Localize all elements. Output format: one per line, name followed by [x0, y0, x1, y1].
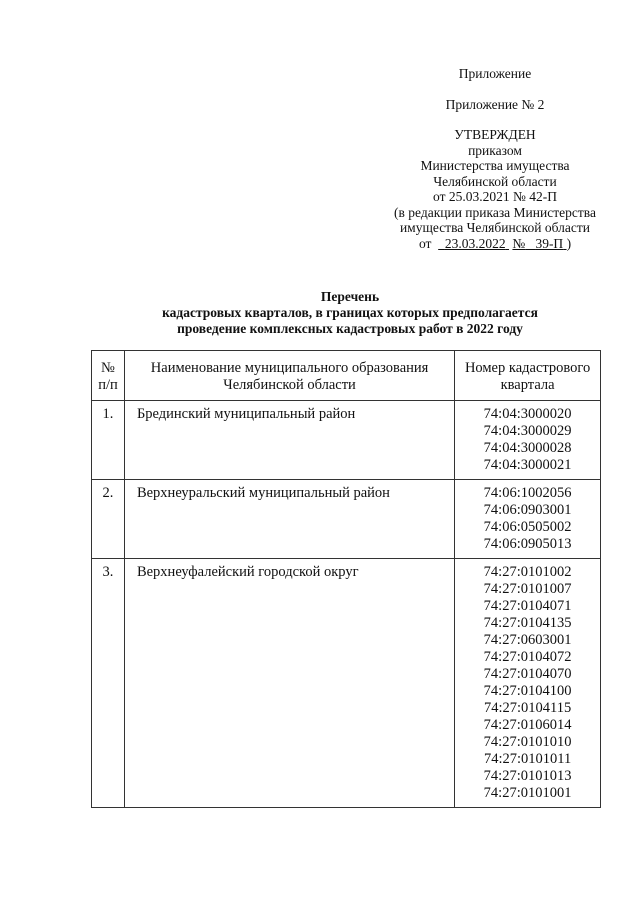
table-header-row — [92, 351, 601, 401]
cadastral-code: 74:27:0101001 — [483, 785, 572, 801]
edition-line-3 — [380, 236, 610, 252]
header-name-line-2: Челябинской области — [223, 377, 356, 393]
appendix-label: Приложение — [458, 66, 532, 81]
header-num-line-1: № — [101, 360, 115, 376]
cadastral-code: 74:06:1002056 — [483, 485, 572, 501]
cadastral-table — [91, 350, 601, 808]
row-number: 3. — [92, 559, 125, 808]
approved-label: УТВЕРЖДЕН — [454, 127, 536, 142]
title-line-3: проведение комплексных кадастровых работ в 2022 году — [177, 321, 523, 336]
table-row — [92, 480, 601, 559]
cadastral-code: 74:27:0101010 — [483, 734, 572, 750]
cadastral-code: 74:04:3000020 — [483, 406, 572, 422]
appendix-number: Приложение № 2 — [445, 96, 545, 112]
cadastral-code: 74:27:0101007 — [483, 581, 572, 597]
header-name — [124, 351, 454, 401]
header-num-line-2: п/п — [98, 377, 118, 393]
cadastral-code: 74:27:0104135 — [483, 615, 572, 631]
edition-number: № 39-П — [512, 235, 564, 251]
title-line-2: кадастровых кварталов, в границах которых предполагается — [162, 305, 538, 320]
row-number: 2. — [92, 480, 125, 559]
edition-prefix: от — [418, 235, 432, 251]
edition-close: ) — [566, 235, 572, 251]
cadastral-code: 74:27:0603001 — [483, 632, 572, 648]
cadastral-codes — [455, 401, 601, 480]
cadastral-code: 74:27:0104070 — [483, 666, 572, 682]
header-code-line-2: квартала — [500, 377, 555, 393]
cadastral-code: 74:06:0903001 — [483, 502, 572, 518]
order-reference: от 25.03.2021 № 42-П — [433, 189, 557, 204]
cadastral-code: 74:27:0104115 — [483, 700, 572, 716]
table-row — [92, 401, 601, 480]
cadastral-code: 74:04:3000021 — [483, 457, 572, 473]
cadastral-code: 74:27:0101013 — [483, 768, 572, 784]
municipality-name: Верхнеуфалейский городской округ — [124, 559, 454, 808]
cadastral-code: 74:04:3000028 — [483, 440, 572, 456]
edition-line-2: имущества Челябинской области — [399, 220, 591, 235]
cadastral-code: 74:27:0104100 — [483, 683, 572, 699]
municipality-name: Верхнеуральский муниципальный район — [124, 480, 454, 559]
edition-line-1: (в редакции приказа Министерства — [394, 204, 596, 220]
cadastral-code: 74:27:0101011 — [483, 751, 572, 767]
document-title — [100, 289, 600, 337]
cadastral-code: 74:27:0101002 — [483, 564, 572, 580]
region-name: Челябинской области — [433, 173, 557, 189]
cadastral-code: 74:27:0104071 — [483, 598, 572, 614]
header-code — [455, 351, 601, 401]
edition-date: 23.03.2022 — [444, 235, 506, 251]
cadastral-codes — [455, 559, 601, 808]
header-num — [92, 351, 125, 401]
ministry-name: Министерства имущества — [420, 158, 570, 173]
cadastral-code: 74:06:0905013 — [483, 536, 572, 552]
by-order-label: приказом — [468, 142, 522, 158]
cadastral-code: 74:06:0505002 — [483, 519, 572, 535]
header-name-line-1: Наименование муниципального образования — [150, 360, 429, 376]
header-code-line-1: Номер кадастрового — [464, 360, 591, 376]
title-line-1: Перечень — [320, 289, 380, 304]
approval-block — [380, 66, 610, 251]
cadastral-codes — [455, 480, 601, 559]
row-number: 1. — [92, 401, 125, 480]
cadastral-code: 74:27:0104072 — [483, 649, 572, 665]
cadastral-code: 74:04:3000029 — [483, 423, 572, 439]
cadastral-code: 74:27:0106014 — [483, 717, 572, 733]
municipality-name: Брединский муниципальный район — [124, 401, 454, 480]
table-row — [92, 559, 601, 808]
